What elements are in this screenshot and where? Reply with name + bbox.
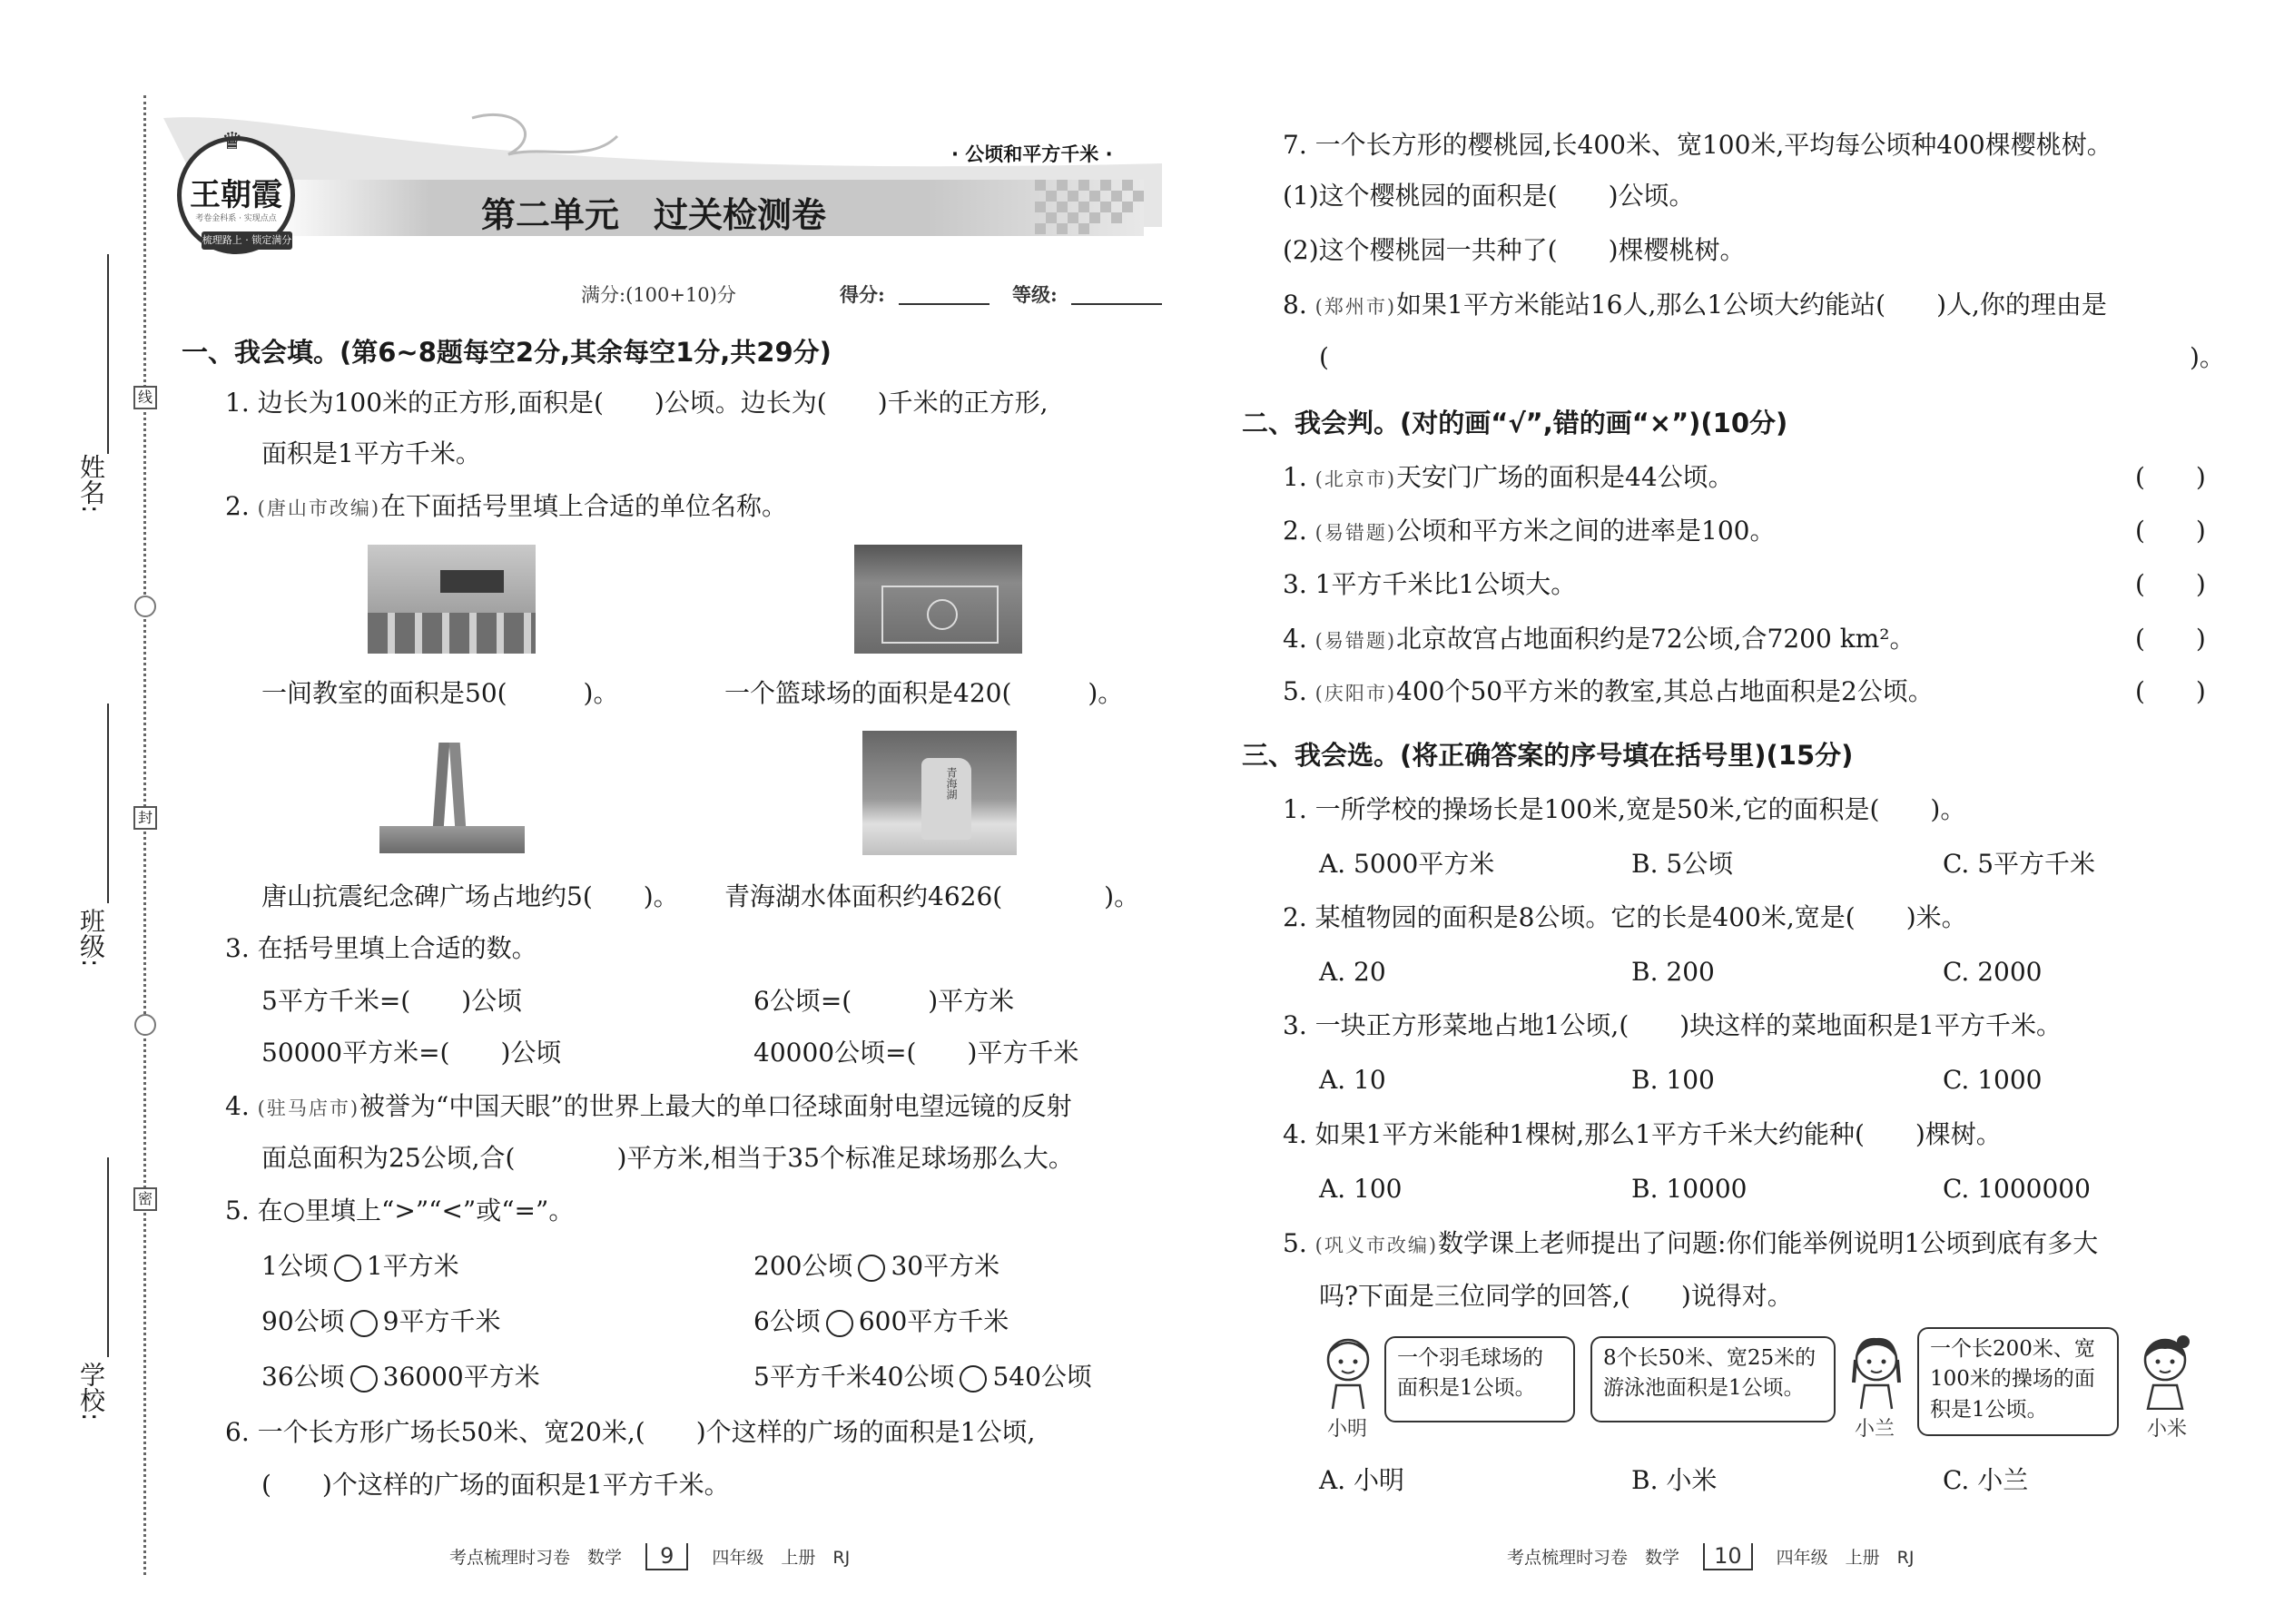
question-8-text: 如果1平方米能站16人,那么1公顷大约能站( )人,你的理由是: [1396, 290, 2107, 320]
question-8-number: 8.: [1283, 290, 1307, 320]
question-3: 3. 在括号里填上合适的数。: [225, 933, 537, 963]
q2-classroom: 一间教室的面积是50( )。: [261, 678, 619, 708]
judge-item-5: 5. (庆阳市)400个50平方米的教室,其总占地面积是2公顷。: [1283, 676, 1934, 706]
footer-right: [1507, 1543, 1914, 1570]
choice-4: 4. 如果1平方米能种1棵树,那么1平方千米大约能种( )棵树。: [1283, 1119, 2002, 1149]
speech-bubble-1: 一个羽毛球场的面积是1公顷。: [1384, 1336, 1575, 1422]
basketball-court-photo: [854, 545, 1022, 654]
judge-answer-1[interactable]: ( ): [2135, 462, 2206, 492]
class-line: [107, 704, 109, 903]
judge-item-4: 4. (易错题)北京故宫占地面积约是72公顷,合7200 km²。: [1283, 624, 1915, 654]
logo-subtext: 考卷金科系 · 实现点点: [195, 214, 277, 223]
question-4-number: 4.: [225, 1091, 250, 1121]
name-xiaolan: 小兰: [1855, 1418, 1895, 1441]
binding-marker-line: 线: [133, 386, 157, 409]
footer-book: 考点梳理时习卷 数学: [449, 1548, 623, 1568]
choice-3-option-a[interactable]: A. 10: [1319, 1065, 1386, 1095]
choice-5-number: 5.: [1283, 1228, 1307, 1258]
q5-item-1: 1公顷 1平方米: [261, 1251, 459, 1281]
question-7: 7. 一个长方形的樱桃园,长400米、宽100米,平均每公顷种400棵樱桃树。: [1283, 130, 2112, 160]
question-8-line1: [1283, 292, 2107, 318]
school-label: 学校:: [76, 1362, 106, 1422]
question-1-line2: 面积是1平方千米。: [261, 438, 481, 468]
choice-5-source: (巩义市改编): [1314, 1235, 1439, 1256]
speech-bubble-2: 8个长50米、宽25米的游泳池面积是1公顷。: [1590, 1336, 1836, 1422]
crown-icon: ♛: [222, 128, 243, 155]
binding-margin: [143, 95, 146, 1575]
choice-4-option-b[interactable]: B. 10000: [1631, 1174, 1748, 1204]
unit-topic: · 公顷和平方千米 ·: [951, 143, 1113, 165]
choice-4-option-a[interactable]: A. 100: [1319, 1174, 1403, 1204]
score-field[interactable]: [899, 303, 989, 305]
logo-text: 王朝霞: [190, 177, 282, 213]
girl-xiaolan-icon: [1845, 1333, 1908, 1410]
compare-circle[interactable]: [826, 1310, 853, 1337]
logo-ribbon: 梳理路上 · 锁定满分: [202, 231, 292, 250]
choice-5-text: 数学课上老师提出了问题:你们能举例说明1公顷到底有多大: [1438, 1228, 2099, 1258]
boy-xiaoming-icon: [1316, 1333, 1380, 1410]
page-number: 9: [645, 1543, 688, 1570]
judge-answer-4[interactable]: ( ): [2135, 624, 2206, 654]
name-xiaoming: 小明: [1327, 1418, 1368, 1441]
choice-1: 1. 一所学校的操场长是100米,宽是50米,它的面积是( )。: [1283, 794, 1966, 824]
choice-4-option-c[interactable]: C. 1000000: [1943, 1174, 2091, 1204]
name-xiaomi: 小米: [2147, 1418, 2188, 1441]
question-8-open: (: [1319, 342, 1329, 372]
girl-xiaomi-icon: [2133, 1333, 2197, 1410]
school-line: [107, 1157, 109, 1357]
question-7-part1: (1)这个樱桃园的面积是( )公顷。: [1283, 181, 1695, 211]
choice-3-option-b[interactable]: B. 100: [1631, 1065, 1715, 1095]
grade-field[interactable]: [1071, 303, 1162, 305]
choice-5-line2: 吗?下面是三位同学的回答,( )说得对。: [1319, 1281, 1793, 1311]
question-5: 5. 在○里填上“>”“<”或“=”。: [225, 1196, 575, 1225]
q3-item-3: 50000平方米=( )公顷: [261, 1038, 562, 1068]
question-4-line1: [225, 1091, 1072, 1121]
question-4-source: (驻马店市): [257, 1097, 360, 1119]
choice-1-option-a[interactable]: A. 5000平方米: [1319, 849, 1495, 879]
score-label: 得分:: [840, 283, 885, 306]
question-8-close: )。: [2190, 342, 2225, 372]
choice-5-option-a[interactable]: A. 小明: [1319, 1465, 1405, 1495]
q3-item-4: 40000公顷=( )平方千米: [753, 1038, 1079, 1068]
question-8-source: (郑州市): [1314, 296, 1397, 318]
choice-5-line1: [1283, 1228, 2099, 1258]
question-2-text: 在下面括号里填上合适的单位名称。: [380, 491, 788, 521]
q5-item-2: 200公顷 30平方米: [753, 1251, 1000, 1281]
binding-marker-seal: 封: [133, 806, 157, 830]
binding-hole-icon: [134, 1014, 156, 1036]
checker-pattern: [1035, 180, 1153, 236]
footer-grade: 四年级 上册 RJ: [712, 1548, 851, 1568]
section-3-heading: 三、我会选。(将正确答案的序号填在括号里)(15分): [1242, 740, 1854, 771]
choice-2-option-a[interactable]: A. 20: [1319, 957, 1386, 987]
compare-circle[interactable]: [960, 1365, 987, 1393]
memorial-photo: [379, 735, 525, 853]
question-1-line1: 1. 边长为100米的正方形,面积是( )公顷。边长为( )千米的正方形,: [225, 388, 1049, 418]
compare-circle[interactable]: [350, 1310, 378, 1337]
page-number: 10: [1703, 1543, 1753, 1570]
question-6-line2: ( )个这样的广场的面积是1平方千米。: [261, 1470, 730, 1500]
name-line: [107, 254, 109, 454]
q3-item-1: 5平方千米=( )公顷: [261, 986, 523, 1016]
footer-book: 考点梳理时习卷 数学: [1507, 1548, 1680, 1568]
question-4-line2: 面总面积为25公顷,合( )平方米,相当于35个标准足球场那么大。: [261, 1143, 1074, 1173]
choice-3-option-c[interactable]: C. 1000: [1943, 1065, 2043, 1095]
q2-memorial: 唐山抗震纪念碑广场占地约5( )。: [261, 881, 679, 911]
section-1-heading: 一、我会填。(第6~8题每空2分,其余每空1分,共29分): [182, 337, 832, 368]
q5-item-4: 6公顷 600平方千米: [753, 1306, 1009, 1336]
choice-1-option-c[interactable]: C. 5平方千米: [1943, 849, 2096, 879]
question-2: [225, 491, 788, 521]
judge-item-1: 1. (北京市)天安门广场的面积是44公顷。: [1283, 462, 1734, 492]
name-label: 姓名:: [76, 454, 106, 514]
judge-item-3: 3. 1平方千米比1公顷大。: [1283, 569, 1577, 599]
qinghai-lake-photo: [862, 731, 1017, 855]
full-score: 满分:(100+10)分: [581, 284, 736, 306]
q5-item-6: 5平方千米40公顷 540公顷: [753, 1362, 1092, 1392]
lake-stone-text: 青海湖: [945, 767, 958, 800]
choice-2-option-c[interactable]: C. 2000: [1943, 957, 2043, 987]
footer-grade: 四年级 上册 RJ: [1776, 1548, 1915, 1568]
judge-item-2: 2. (易错题)公顷和平方米之间的进率是100。: [1283, 516, 1776, 546]
choice-5-option-c[interactable]: C. 小兰: [1943, 1465, 2029, 1495]
judge-answer-3[interactable]: ( ): [2135, 569, 2206, 599]
judge-answer-2[interactable]: ( ): [2135, 516, 2206, 546]
question-4-text: 被誉为“中国天眼”的世界上最大的单口径球面射电望远镜的反射: [359, 1091, 1072, 1121]
compare-circle[interactable]: [334, 1255, 361, 1282]
choice-3: 3. 一块正方形菜地占地1公顷,( )块这样的菜地面积是1平方千米。: [1283, 1010, 2062, 1040]
classroom-photo: [368, 545, 536, 654]
choice-5-option-b[interactable]: B. 小米: [1631, 1465, 1718, 1495]
q5-item-3: 90公顷 9平方千米: [261, 1306, 501, 1336]
choice-2: 2. 某植物园的面积是8公顷。它的长是400米,宽是( )米。: [1283, 902, 1967, 932]
grade-label: 等级:: [1012, 283, 1058, 306]
binding-marker-secret: 密: [133, 1187, 157, 1211]
binding-hole-icon: [134, 595, 156, 617]
page-title: 第二单元 过关检测卷: [481, 195, 827, 235]
choice-2-option-b[interactable]: B. 200: [1631, 957, 1715, 987]
question-6-line1: 6. 一个长方形广场长50米、宽20米,( )个这样的广场的面积是1公顷,: [225, 1417, 1036, 1447]
judge-answer-5[interactable]: ( ): [2135, 676, 2206, 706]
class-label: 班级:: [76, 908, 106, 968]
compare-circle[interactable]: [858, 1255, 885, 1282]
compare-circle[interactable]: [350, 1365, 378, 1393]
q2-court: 一个篮球场的面积是420( )。: [724, 678, 1124, 708]
q2-lake: 青海湖水体面积约4626( )。: [724, 881, 1140, 911]
section-2-heading: 二、我会判。(对的画“√”,错的画“×”)(10分): [1242, 408, 1788, 438]
question-2-source: (唐山市改编): [257, 497, 381, 519]
q3-item-2: 6公顷=( )平方米: [753, 986, 1015, 1016]
footer-left: [449, 1543, 850, 1570]
question-2-number: 2.: [225, 491, 250, 521]
choice-1-option-b[interactable]: B. 5公顷: [1631, 849, 1734, 879]
speech-bubble-3: 一个长200米、宽100米的操场的面积是1公顷。: [1917, 1327, 2119, 1436]
q5-item-5: 36公顷 36000平方米: [261, 1362, 540, 1392]
question-7-part2: (2)这个樱桃园一共种了( )棵樱桃树。: [1283, 235, 1746, 265]
